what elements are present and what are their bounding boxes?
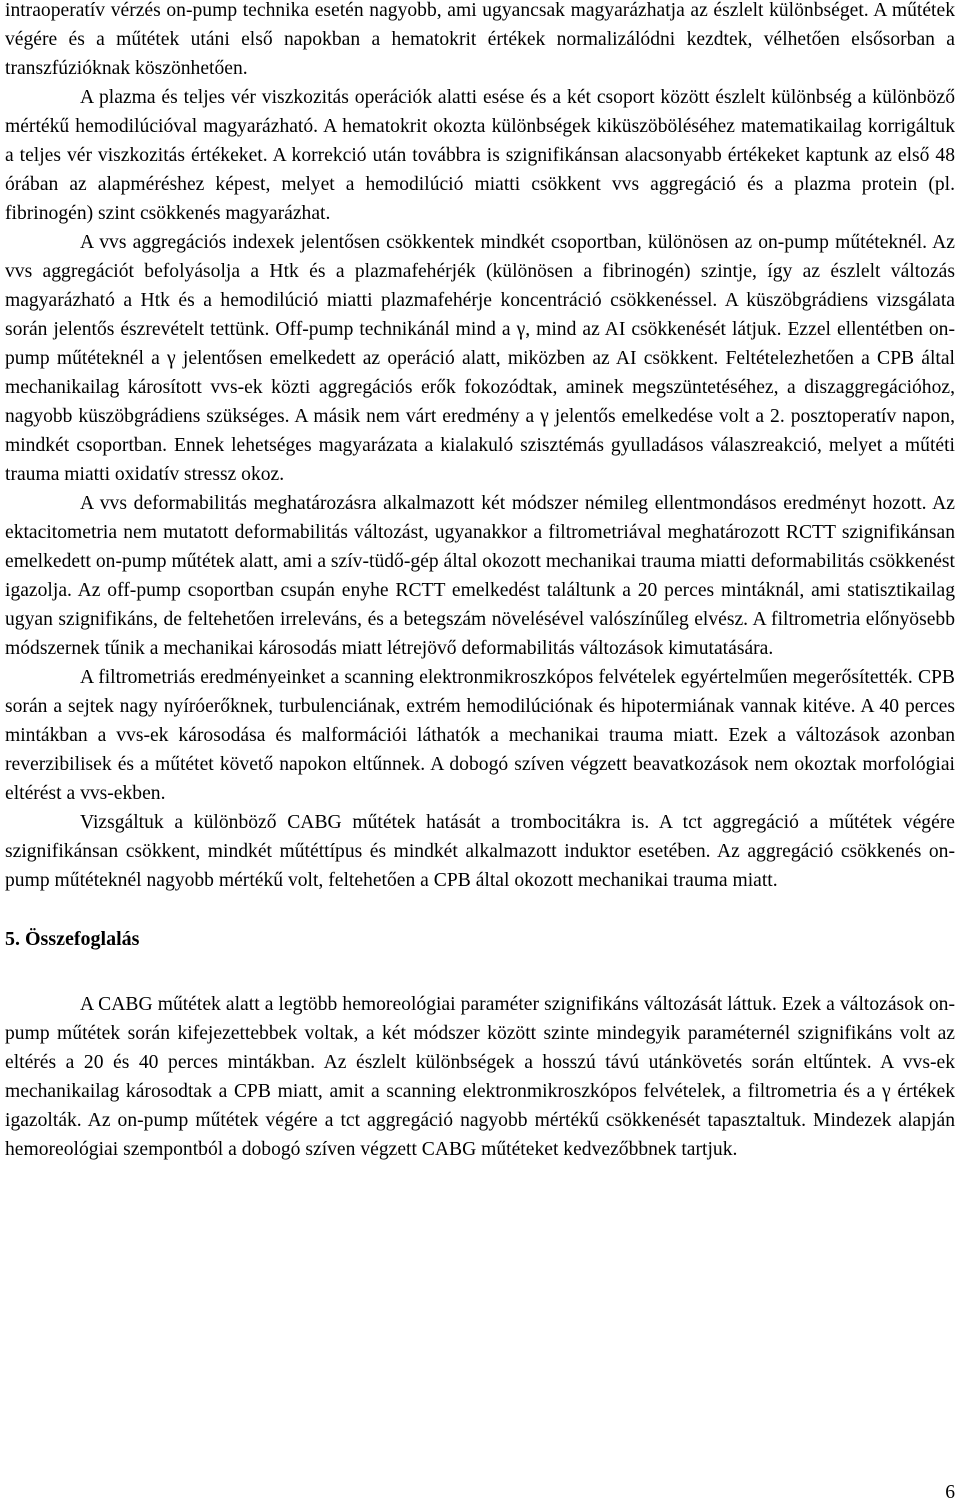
summary-paragraph: A CABG műtétek alatt a legtöbb hemoreológiai paraméter szignifikáns változását láttuk. Ezek a változások on-pump műtétek során kifejezettebbek voltak, a két módszer között szinte mindegyik paraméternél szignifikáns volt az eltérés a 20 és 40 perces mintákban. Az észlelt különbségek a hosszú távú utánkövetés során eltűntek. A vvs-ek mechanikailag károsodtak a CPB miatt, amit a scanning elektronmikroszkópos felvételek, a filtrometria és a γ értékek igazolták. Az on-pump műtétek végére a tct aggregáció nagyobb mértékű csökkenését tapasztaltuk. Mindezek alapján hemoreológiai szempontból a dobogó szíven végzett CABG műtéteket kedvezőbbnek tartjuk.	[5, 994, 955, 1160]
section-heading: 5. Összefoglalás	[5, 928, 140, 950]
body-paragraph-5: A filtrometriás eredményeinket a scanning elektronmikroszkópos felvételek egyértelműen megerősítették. CPB során a sejtek nagy nyíróerőknek, turbulenciának, extrém hemodilúciónak és hipotermiának vannak kitéve. A 40 perces mintákban a vvs-ek károsodása és malformációi láthatók a mechanikai trauma miatt. Ezek a változások azonban reverzibilisek és a műtétet követő napokon eltűnnek. A dobogó szíven végzett beavatkozások nem okoztak morfológiai eltérést a vvs-ekben.	[5, 667, 955, 804]
body-paragraph-2: A plazma és teljes vér viszkozitás operációk alatti esése és a két csoport között észlelt különbség a különböző mértékű hemodilúcióval magyarázható. A hematokrit okozta különbségek kiküszöböléséhez matematikailag korrigáltuk a teljes vér viszkozitás értékeket. A korrekció után továbbra is szignifikánsan alacsonyabb értékeket kaptunk az első 48 órában az alapméréshez képest, melyet a hemodilúció miatti csökkent vvs aggregáció és a plazma protein (pl. fibrinogén) szint csökkenés magyarázhat.	[5, 87, 955, 224]
page-number: 6	[945, 1482, 955, 1503]
body-paragraph-3: A vvs aggregációs indexek jelentősen csökkentek mindkét csoportban, különösen az on-pump műtéteknél. Az vvs aggregációt befolyásolja a Htk és a plazmafehérjék (különösen a fibrinogén) szintje, így az észlelt változás magyarázható a Htk és a hemodilúció miatti plazmafehérje koncentráció csökkenéssel. A küszöbgrádiens vizsgálata során jelentős észrevételt tettünk. Off-pump technikánál mind a γ, mind az AI csökkenését látjuk. Ezzel ellentétben on-pump műtéteknél a γ jelentősen emelkedett az operáció alatt, miközben az AI csökkent. Feltételezhetően a CPB által mechanikailag károsított vvs-ek közti aggregációs erők fokozódtak, aminek megszüntetéséhez, a diszaggregációhoz, nagyobb küszöbgrádiens szükséges. A másik nem várt eredmény a γ jelentős emelkedése volt a 2. posztoperatív napon, mindkét csoportban. Ennek lehetséges magyarázata a kialakuló szisztémás gyulladásos válaszreakció, melyet a műtéti trauma miatti oxidatív stressz okoz.	[5, 232, 955, 485]
body-paragraph-1: intraoperatív vérzés on-pump technika esetén nagyobb, ami ugyancsak magyarázhatja az észlelt különbséget. A műtétek végére és a műtétek utáni első napokban a hematokrit értékek normalizálódni kezdtek, vélhetően elsősorban a transzfúzióknak köszönhetően.	[5, 0, 955, 79]
body-paragraph-4: A vvs deformabilitás meghatározásra alkalmazott két módszer némileg ellentmondásos eredményt hozott. Az ektacitometria nem mutatott deformabilitás változást, ugyanakkor a filtrometriával meghatározott RCTT szignifikánsan emelkedett on-pump műtétek alatt, ami a szív-tüdő-gép által okozott mechanikai trauma miatti deformabilitás csökkenést igazolja. Az off-pump csoportban csupán enyhe RCTT emelkedést találtunk a 20 perces mintáknál, ami statisztikailag ugyan szignifikáns, de feltehetően irreleváns, és a betegszám növelésével valószínűleg elvész. A filtrometria előnyösebb módszernek tűnik a mechanikai károsodás miatt létrejövő deformabilitás változások kimutatására.	[5, 493, 955, 659]
body-paragraph-6: Vizsgáltuk a különböző CABG műtétek hatását a trombocitákra is. A tct aggregáció a műtétek végére szignifikánsan csökkent, mindkét műtéttípus és mindkét alkalmazott induktor esetében. Az aggregáció csökkenés on-pump műtéteknél nagyobb mértékű volt, feltehetően a CPB által okozott mechanikai trauma miatt.	[5, 812, 955, 891]
document-page	[5, 0, 955, 1164]
